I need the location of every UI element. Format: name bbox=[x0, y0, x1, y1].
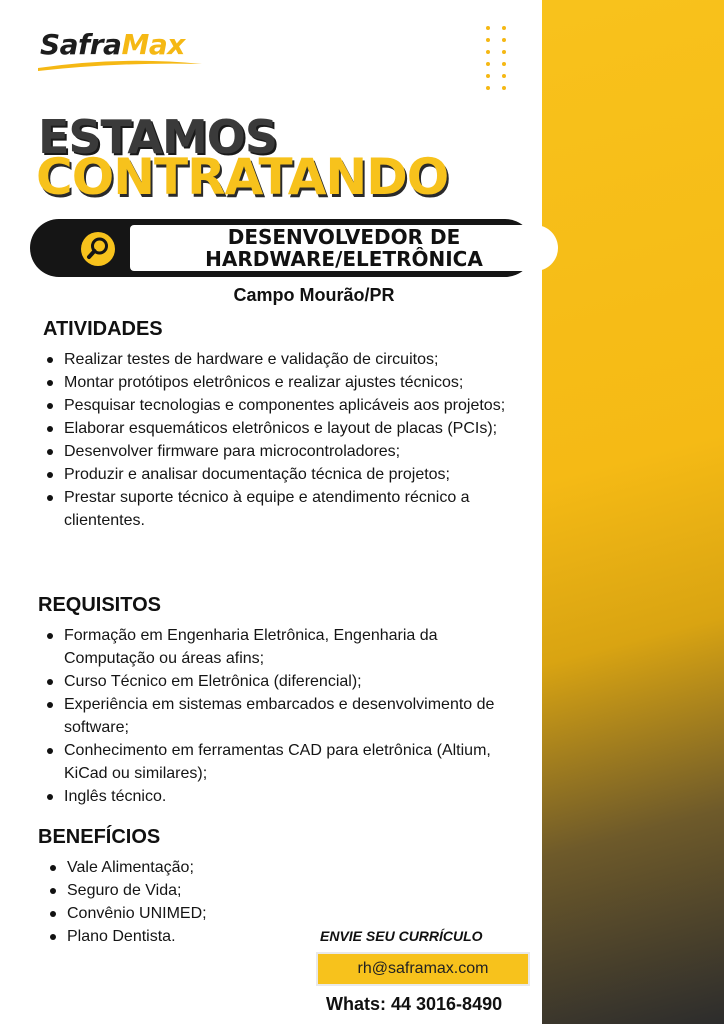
list-item: Curso Técnico em Eletrônica (diferencial); bbox=[44, 670, 530, 693]
contact-email[interactable]: rh@saframax.com bbox=[316, 952, 530, 986]
job-title-line2: HARDWARE/ELETRÔNICA bbox=[205, 247, 483, 271]
job-title-line1: DESENVOLVEDOR DE bbox=[227, 225, 461, 249]
requirements-heading: REQUISITOS bbox=[38, 594, 161, 616]
saframax-logo bbox=[36, 24, 206, 74]
list-item: Inglês técnico. bbox=[44, 785, 530, 808]
list-item: Vale Alimentação; bbox=[47, 856, 307, 879]
decorative-dots bbox=[486, 26, 508, 90]
list-item: Prestar suporte técnico à equipe e atendimento récnico a cliententes. bbox=[44, 486, 530, 532]
send-resume-label: ENVIE SEU CURRÍCULO bbox=[320, 928, 483, 944]
logo-wordmark bbox=[40, 28, 185, 61]
activities-heading: ATIVIDADES bbox=[43, 318, 163, 340]
contact-whatsapp: Whats: 44 3016-8490 bbox=[326, 994, 503, 1014]
list-item: Montar protótipos eletrônicos e realizar ajustes técnicos; bbox=[44, 371, 530, 394]
job-title-box bbox=[130, 225, 558, 271]
headline-line2: CONTRATANDO bbox=[36, 148, 449, 206]
search-icon bbox=[80, 231, 116, 267]
list-item: Plano Dentista. bbox=[47, 925, 307, 948]
list-item: Pesquisar tecnologias e componentes aplicáveis aos projetos; bbox=[44, 394, 530, 417]
headline-line1: ESTAMOS bbox=[38, 110, 277, 164]
job-title-bar bbox=[30, 219, 534, 277]
requirements-list bbox=[44, 624, 530, 808]
activities-list bbox=[44, 348, 530, 532]
list-item: Elaborar esquemáticos eletrônicos e layout de placas (PCIs); bbox=[44, 417, 530, 440]
decorative-gradient-band bbox=[542, 0, 724, 1024]
list-item: Desenvolver firmware para microcontroladores; bbox=[44, 440, 530, 463]
benefits-heading: BENEFÍCIOS bbox=[38, 826, 161, 848]
logo-text-part1: Safra bbox=[40, 28, 122, 61]
list-item: Conhecimento em ferramentas CAD para eletrônica (Altium, KiCad ou similares); bbox=[44, 739, 530, 785]
list-item: Convênio UNIMED; bbox=[47, 902, 307, 925]
list-item: Realizar testes de hardware e validação de circuitos; bbox=[44, 348, 530, 371]
list-item: Seguro de Vida; bbox=[47, 879, 307, 902]
list-item: Formação em Engenharia Eletrônica, Engenharia da Computação ou áreas afins; bbox=[44, 624, 530, 670]
logo-swoosh bbox=[36, 58, 204, 72]
job-location: Campo Mourão/PR bbox=[233, 285, 395, 305]
benefits-list bbox=[47, 856, 307, 948]
list-item: Experiência em sistemas embarcados e desenvolvimento de software; bbox=[44, 693, 530, 739]
logo-text-part2: Max bbox=[121, 28, 185, 61]
list-item: Produzir e analisar documentação técnica de projetos; bbox=[44, 463, 530, 486]
